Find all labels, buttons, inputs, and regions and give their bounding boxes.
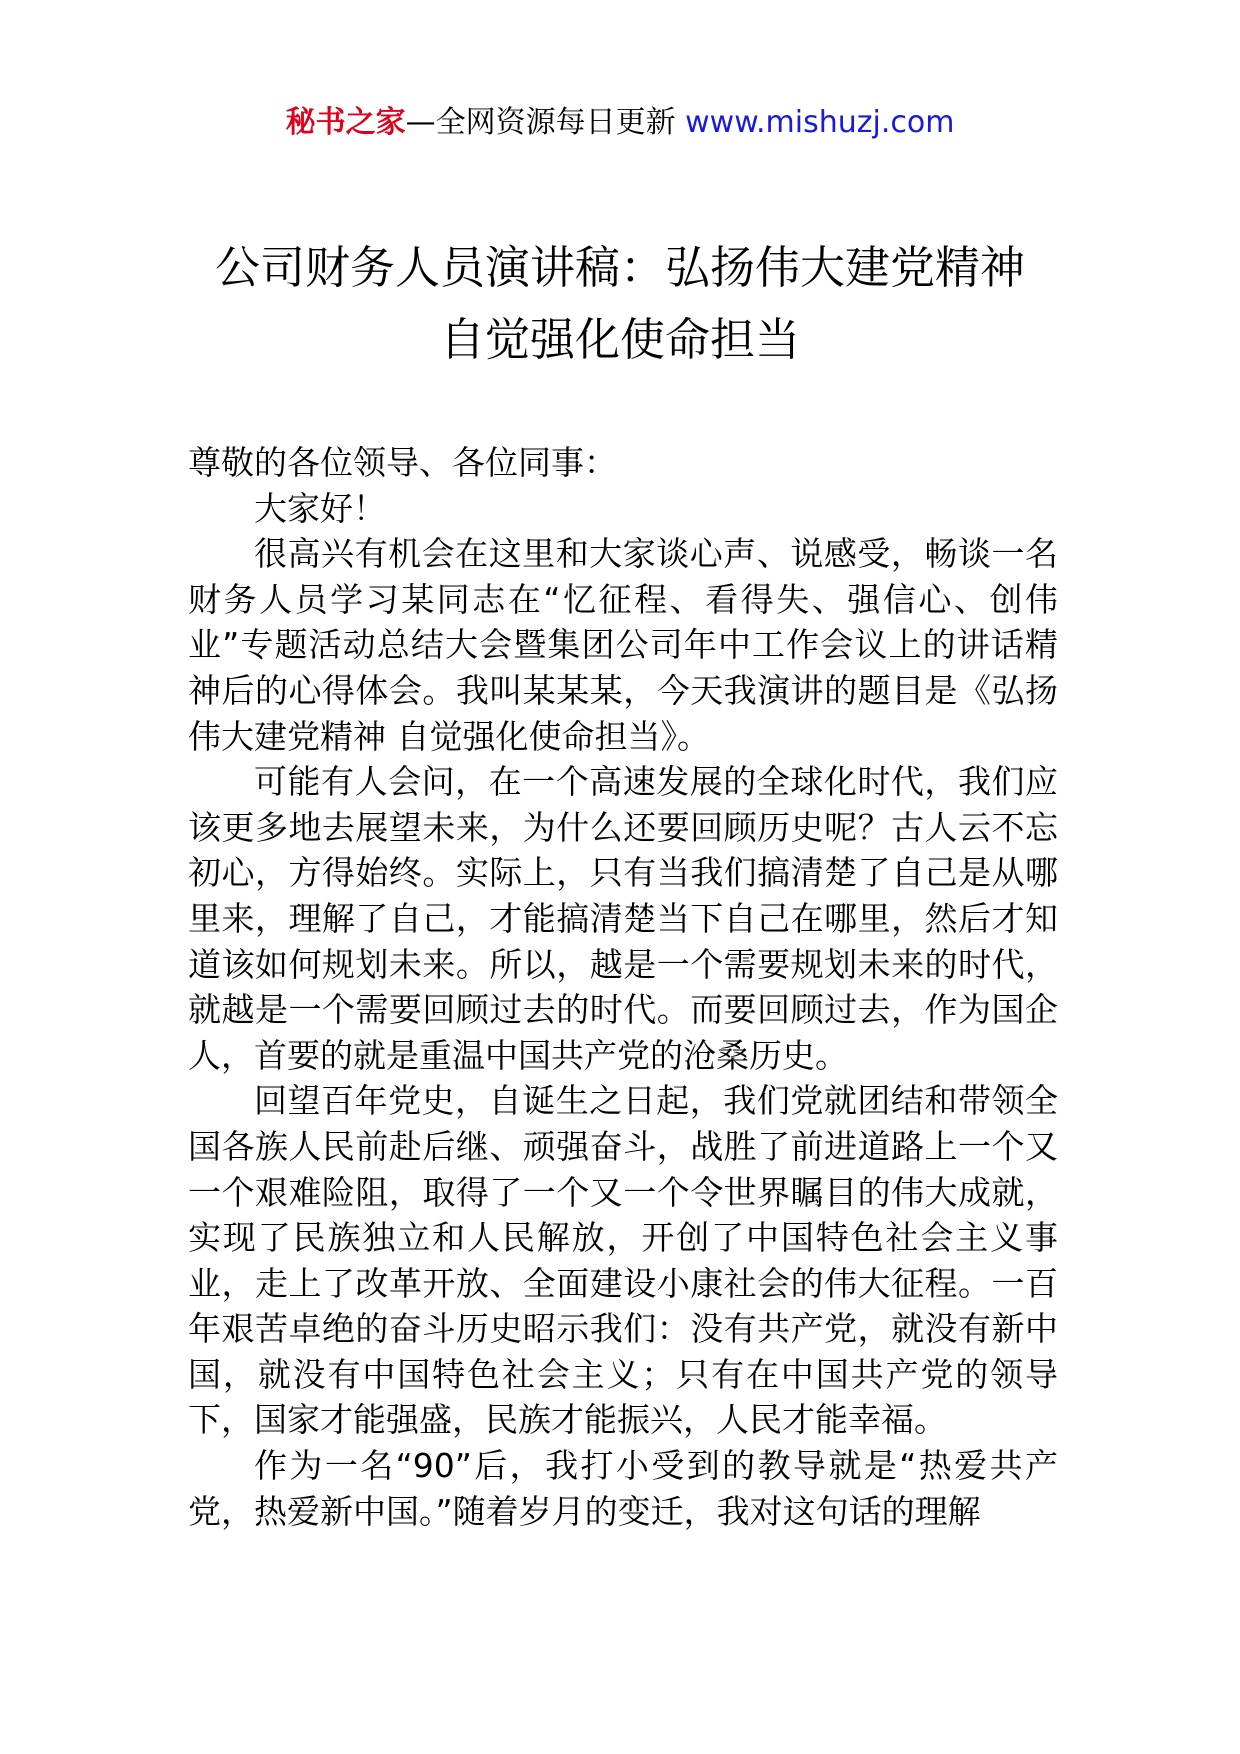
site-tagline: —全网资源每日更新 (405, 105, 676, 140)
paragraph-greeting: 大家好！ (254, 488, 386, 528)
document-title (0, 232, 1240, 376)
document-title-line-1: 公司财务人员演讲稿：弘扬伟大建党精神 (214, 241, 1025, 294)
site-url-link[interactable]: www.mishuzj.com (685, 105, 955, 140)
site-brand: 秘书之家 (285, 105, 406, 140)
paragraph-history-question: 可能有人会问，在一个高速发展的全球化时代，我们应该更多地去展望未来，为什么还要回顾历史呢？古人云不忘初心，方得始终。实际上，只有当我们搞清楚了自己是从哪里来，理解了自己，才能搞清楚当下自己在哪里，然后才知道该如何规划未来。所以，越是一个需要规划未来的时代，就越是一个需要回顾过去的时代。而要回顾过去，作为国企人，首要的就是重温中国共产党的沧桑历史。 (188, 762, 1058, 1075)
salutation: 尊敬的各位领导、各位同事： (188, 443, 617, 482)
document-title-line-2: 自觉强化使命担当 (439, 313, 800, 366)
paragraph-intro: 很高兴有机会在这里和大家谈心声、说感受，畅谈一名财务人员学习某同志在“忆征程、看得失、强信心、创伟业”专题活动总结大会暨集团公司年中工作会议上的讲话精神后的心得体会。我叫某某某，今天我演讲的题目是《弘扬伟大建党精神 自觉强化使命担当》。 (188, 534, 1058, 756)
paragraph-party-history: 回望百年党史，自诞生之日起，我们党就团结和带领全国各族人民前赴后继、顽强奋斗，战胜了前进道路上一个又一个艰难险阻，取得了一个又一个令世界瞩目的伟大成就，实现了民族独立和人民解放，开创了中国特色社会主义事业，走上了改革开放、全面建设小康社会的伟大征程。一百年艰苦卓绝的奋斗历史昭示我们：没有共产党，就没有新中国，就没有中国特色社会主义；只有在中国共产党的领导下，国家才能强盛，民族才能振兴，人民才能幸福。 (188, 1081, 1058, 1440)
paragraph-personal: 作为一名“90”后，我打小受到的教导就是“热爱共产党，热爱新中国。”随着岁月的变迁，我对这句话的理解 (188, 1446, 1058, 1531)
site-header (0, 100, 1240, 146)
document-body (188, 440, 1058, 1534)
